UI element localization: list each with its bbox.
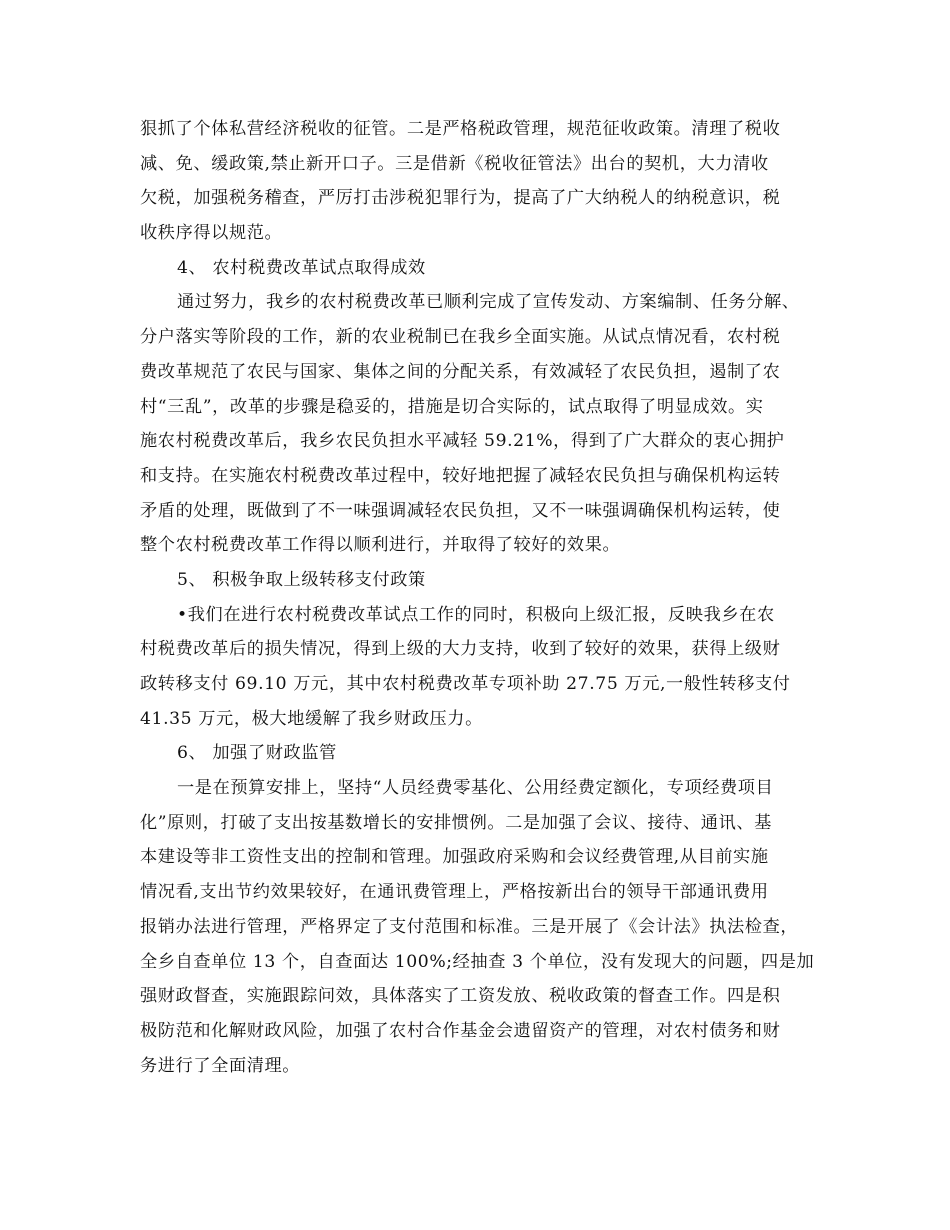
- text-line: 费改革规范了农民与国家、集体之间的分配关系，有效减轻了农民负担，遏制了农: [140, 361, 781, 382]
- section-heading: 6、 加强了财政监管: [177, 743, 337, 764]
- text-line: 村“三乱”，改革的步骤是稳妥的，措施是切合实际的，试点取得了明显成效。实: [140, 396, 764, 417]
- text-line: 分户落实等阶段的工作，新的农业税制已在我乡全面实施。从试点情况看，农村税: [140, 327, 781, 348]
- text-line: 政转移支付 69.10 万元，其中农村税费改革专项补助 27.75 万元,一般性转移支付: [140, 674, 791, 694]
- text-line: 务进行了全面清理。: [140, 1055, 301, 1076]
- section-heading: 4、 农村税费改革试点取得成效: [177, 257, 426, 278]
- text-line: 41.35 万元，极大地缓解了我乡财政压力。: [140, 708, 483, 729]
- text-line: 施农村税费改革后，我乡农民负担水平减轻 59.21%，得到了广大群众的衷心拥护: [140, 431, 785, 452]
- text-line: 矛盾的处理，既做到了不一味强调减轻农民负担，又不一味强调确保机构运转，使: [140, 500, 781, 521]
- text-line: 整个农村税费改革工作得以顺利进行，并取得了较好的效果。: [140, 535, 621, 556]
- text-line: 一是在预算安排上，坚持“人员经费零基化、公用经费定额化，专项经费项目: [177, 778, 774, 799]
- text-line: 欠税，加强税务稽查，严厉打击涉税犯罪行为，提高了广大纳税人的纳税意识，税: [140, 188, 781, 209]
- text-line: 强财政督查，实施跟踪问效，具体落实了工资发放、税收政策的督查工作。四是积: [140, 986, 781, 1007]
- text-line: 全乡自查单位 13 个，自查面达 100%;经抽查 3 个单位，没有发现大的问题，四是加: [140, 951, 815, 972]
- text-line: 报销办法进行管理，严格界定了支付范围和标准。三是开展了《会计法》执法检查，: [140, 916, 799, 937]
- document-body: [140, 112, 820, 1083]
- text-line: 化”原则，打破了支出按基数增长的安排惯例。二是加强了会议、接待、通讯、基: [140, 812, 772, 833]
- text-line: 情况看,支出节约效果较好，在通讯费管理上，严格按新出台的领导干部通讯费用: [140, 882, 769, 903]
- text-line: 村税费改革后的损失情况，得到上级的大力支持，收到了较好的效果，获得上级财: [140, 639, 781, 660]
- text-line: 和支持。在实施农村税费改革过程中，较好地把握了减轻农民负担与确保机构运转: [140, 465, 781, 486]
- text-line: 通过努力，我乡的农村税费改革已顺利完成了宣传发动、方案编制、任务分解、: [177, 292, 800, 313]
- text-line: 本建设等非工资性支出的控制和管理。加强政府采购和会议经费管理,从目前实施: [140, 847, 769, 868]
- text-line: 减、免、缓政策,禁止新开口子。三是借新《税收征管法》出台的契机，大力清收: [140, 153, 769, 174]
- section-heading: 5、 积极争取上级转移支付政策: [177, 569, 426, 590]
- text-line: 收秩序得以规范。: [140, 223, 283, 244]
- text-line: •我们在进行农村税费改革试点工作的同时，积极向上级汇报，反映我乡在农: [177, 604, 775, 625]
- text-line: 狠抓了个体私营经济税收的征管。二是严格税政管理，规范征收政策。清理了税收: [140, 119, 781, 139]
- text-line: 极防范和化解财政风险，加强了农村合作基金会遗留资产的管理，对农村债务和财: [140, 1020, 781, 1041]
